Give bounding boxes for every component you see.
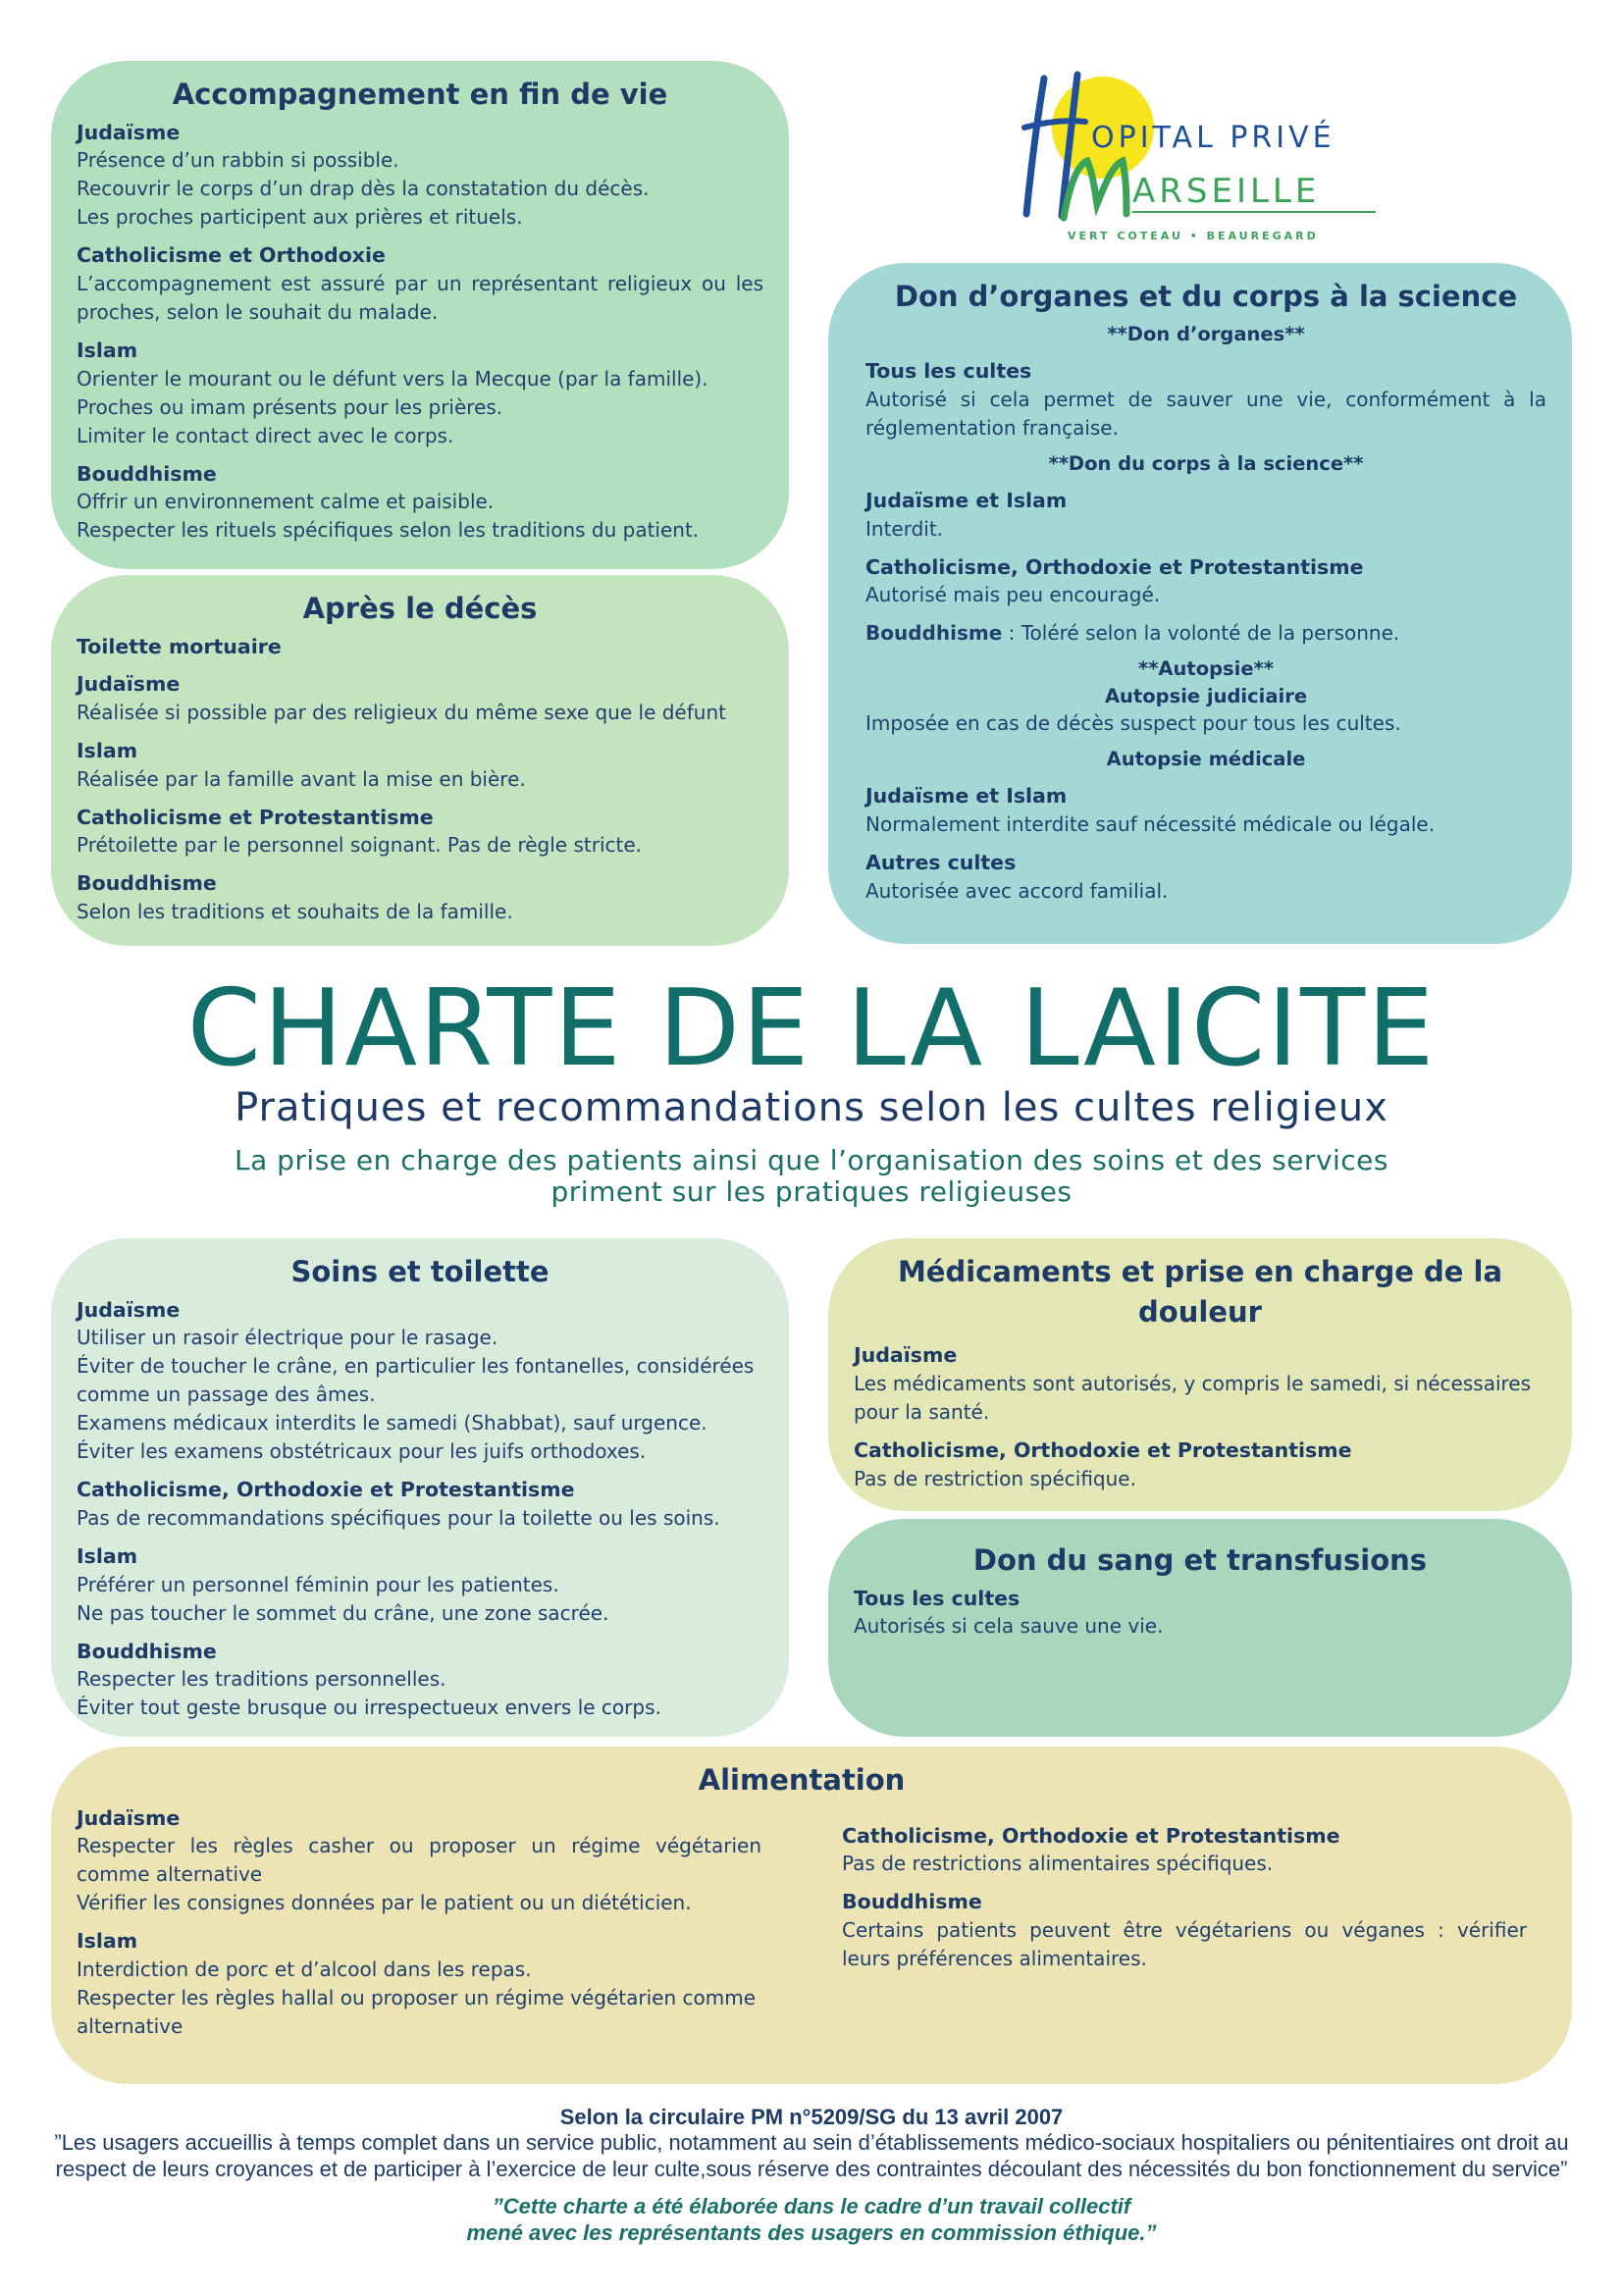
heading-judaisme: Judaïsme <box>77 672 181 697</box>
text-line: Autorisés si cela sauve une vie. <box>854 1614 1164 1639</box>
heading-bouddhisme: Bouddhisme <box>77 1639 217 1663</box>
card-title: Médicaments et prise en charge de la douleur <box>897 1255 1503 1329</box>
text-line: Respecter les règles hallal ou proposer un régime végétarien comme alternative <box>77 1985 756 2038</box>
logo-line-3: VERT COTEAU • BEAUREGARD <box>1068 230 1319 242</box>
card-apres-deces <box>51 575 789 946</box>
heading-judaisme-islam: Judaïsme et Islam <box>865 784 1068 809</box>
page-note-line-2: priment sur les pratiques religieuses <box>550 1174 1073 1208</box>
alimentation-column-left <box>77 1804 761 2041</box>
text-line: Préférer un personnel féminin pour les patientes. <box>77 1572 559 1596</box>
card-fin-de-vie <box>51 61 789 569</box>
text-line: Réalisée par la famille avant la mise en bière. <box>77 766 526 791</box>
heading-autopsie-medicale: Autopsie médicale <box>1106 747 1306 770</box>
text-line: Examens médicaux interdits le samedi (Shabbat), sauf urgence. <box>77 1411 707 1435</box>
card-title: Soins et toilette <box>290 1255 550 1288</box>
text-line: Offrir un environnement calme et paisible. <box>77 490 495 514</box>
subheading-don-corps: **Don du corps à la science** <box>1048 451 1364 475</box>
heading-chretiens: Catholicisme, Orthodoxie et Protestantisme <box>854 1437 1352 1462</box>
footer <box>0 2105 1623 2246</box>
subheading-don-organes: **Don d’organes** <box>1107 322 1305 345</box>
text-line: Autorisée avec accord familial. <box>865 878 1169 903</box>
text-line: Ne pas toucher le sommet du crâne, une zone sacrée. <box>77 1600 609 1625</box>
text-line: Respecter les règles casher ou proposer un régime végétarien comme alternative <box>77 1834 761 1887</box>
heading-catholicisme: Catholicisme et Orthodoxie <box>77 243 386 268</box>
heading-islam: Islam <box>77 1929 138 1954</box>
heading-islam: Islam <box>77 1543 138 1568</box>
text-line: Interdit. <box>865 516 944 541</box>
text-line: Imposée en cas de décès suspect pour tous les cultes. <box>865 710 1401 735</box>
card-alimentation <box>51 1747 1572 2084</box>
logo-line-1: OPITAL PRIVÉ <box>1091 121 1335 155</box>
text-line: Présence d’un rabbin si possible. <box>77 148 399 173</box>
card-don-organes <box>828 263 1572 944</box>
text-line: Pas de restrictions alimentaires spécifiques. <box>842 1852 1274 1876</box>
heading-judaisme: Judaïsme <box>77 1805 181 1830</box>
heading-chretiens: Catholicisme, Orthodoxie et Protestantisme <box>842 1823 1340 1848</box>
card-title: Don du sang et transfusions <box>972 1543 1428 1577</box>
heading-judaisme: Judaïsme <box>854 1343 958 1368</box>
text-line: Interdiction de porc et d’alcool dans les repas. <box>77 1957 532 1981</box>
text-line: Respecter les rituels spécifiques selon les traditions du patient. <box>77 518 700 543</box>
heading-bouddhisme: Bouddhisme <box>842 1890 982 1914</box>
footer-note-line-2: mené avec les représentants des usagers en commission éthique.” <box>466 2219 1157 2245</box>
card-title: Accompagnement en fin de vie <box>172 78 668 111</box>
footer-note <box>0 2194 1623 2246</box>
footer-note-line-1: ”Cette charte a été élaborée dans le cadre d’un travail collectif <box>492 2194 1131 2219</box>
text-line: Recouvrir le corps d’un drap dès la constatation du décès. <box>77 177 650 201</box>
heading-judaisme: Judaïsme <box>77 120 181 144</box>
footer-quote: ”Les usagers accueillis à temps complet dans un service public, notamment au sein d’établissements médico-sociaux hospitaliers ou pénitentiaires ont droit au respect de leurs croyances et de participer à l’exercice de leur culte,sous réserve des contraintes découlant des nécessités du bon fonctionnement du service” <box>54 2130 1569 2181</box>
card-title: Alimentation <box>698 1763 906 1797</box>
heading-judaisme: Judaïsme <box>77 1297 181 1322</box>
card-don-sang <box>828 1519 1572 1737</box>
card-title: Don d’organes et du corps à la science <box>894 280 1518 313</box>
heading-islam: Islam <box>77 738 138 762</box>
heading-islam: Islam <box>77 338 138 362</box>
text-line: Les proches participent aux prières et rituels. <box>77 205 523 230</box>
card-soins-toilette <box>51 1238 789 1737</box>
heading-tous-cultes: Tous les cultes <box>854 1586 1021 1610</box>
text-line: Réalisée si possible par des religieux du même sexe que le défunt <box>77 700 726 724</box>
heading-bouddhisme: Bouddhisme <box>865 621 1003 646</box>
footer-reference: Selon la circulaire PM n°5209/SG du 13 avril 2007 <box>559 2105 1064 2129</box>
text-line: Respecter les traditions personnelles. <box>77 1667 446 1692</box>
text-bouddhisme: : Toléré selon la volonté de la personne. <box>1002 621 1400 646</box>
text-line: Vérifier les consignes données par le patient ou un diététicien. <box>77 1891 692 1915</box>
text-line: Orienter le mourant ou le défunt vers la Mecque (par la famille). <box>77 366 708 391</box>
subheading-autopsie: **Autopsie** <box>1138 657 1274 681</box>
card-medicaments <box>828 1238 1572 1511</box>
heading-toilette-mortuaire: Toilette mortuaire <box>77 634 282 658</box>
alimentation-column-right <box>842 1804 1527 2041</box>
alimentation-columns <box>77 1804 1527 2041</box>
heading-judaisme-islam: Judaïsme et Islam <box>865 488 1068 512</box>
text-line: Éviter tout geste brusque ou irrespectueux envers le corps. <box>77 1696 661 1720</box>
text-line: Éviter les examens obstétricaux pour les juifs orthodoxes. <box>77 1439 647 1464</box>
logo-line-2: ARSEILLE <box>1132 172 1321 211</box>
heading-chretiens: Catholicisme, Orthodoxie et Protestantisme <box>77 1478 575 1502</box>
text-line: Autorisé mais peu encouragé. <box>865 583 1161 607</box>
heading-autopsie-judiciaire: Autopsie judiciaire <box>1104 684 1308 707</box>
heading-autres-cultes: Autres cultes <box>865 850 1017 874</box>
card-title: Après le décès <box>302 592 538 625</box>
text-line: Autorisé si cela permet de sauver une vie, conformément à la réglementation française. <box>865 387 1546 440</box>
text-line: Éviter de toucher le crâne, en particulier les fontanelles, considérées comme un passage des âmes. <box>77 1354 755 1407</box>
page-subtitle: Pratiques et recommandations selon les cultes religieux <box>235 1084 1388 1130</box>
text-line-bouddhisme <box>865 619 1546 648</box>
heading-bouddhisme: Bouddhisme <box>77 871 217 896</box>
heading-chretiens: Catholicisme, Orthodoxie et Protestantisme <box>865 554 1364 579</box>
text-line: Selon les traditions et souhaits de la famille. <box>77 900 513 924</box>
heading-bouddhisme: Bouddhisme <box>77 461 217 486</box>
heading-tous-cultes: Tous les cultes <box>865 358 1032 383</box>
hero <box>0 967 1623 1208</box>
text-line: Certains patients peuvent être végétariens ou véganes : vérifier leurs préférences alimentaires. <box>842 1917 1527 1970</box>
text-line: Utiliser un rasoir électrique pour le rasage. <box>77 1326 498 1350</box>
page-title: CHARTE DE LA LAICITE <box>186 967 1437 1090</box>
text-line: Les médicaments sont autorisés, y compris le samedi, si nécessaires pour la santé. <box>854 1371 1532 1424</box>
hospital-logo <box>1017 67 1380 253</box>
heading-catholicisme: Catholicisme et Protestantisme <box>77 805 434 829</box>
text-line: Prétoilette par le personnel soignant. Pas de règle stricte. <box>77 833 643 858</box>
page-note-line-1: La prise en charge des patients ainsi que l’organisation des soins et des services <box>234 1143 1388 1176</box>
text-line: Pas de recommandations spécifiques pour la toilette ou les soins. <box>77 1505 720 1530</box>
text-line: Pas de restriction spécifique. <box>854 1466 1136 1490</box>
text-line: Limiter le contact direct avec le corps. <box>77 423 454 447</box>
text-line: Normalement interdite sauf nécessité médicale ou légale. <box>865 811 1436 836</box>
page-note <box>0 1145 1623 1208</box>
text-line: Proches ou imam présents pour les prières. <box>77 394 503 419</box>
logo-graphic <box>1017 67 1380 253</box>
text-line: L’accompagnement est assuré par un représentant religieux ou les proches, selon le souhait du malade. <box>77 271 763 324</box>
